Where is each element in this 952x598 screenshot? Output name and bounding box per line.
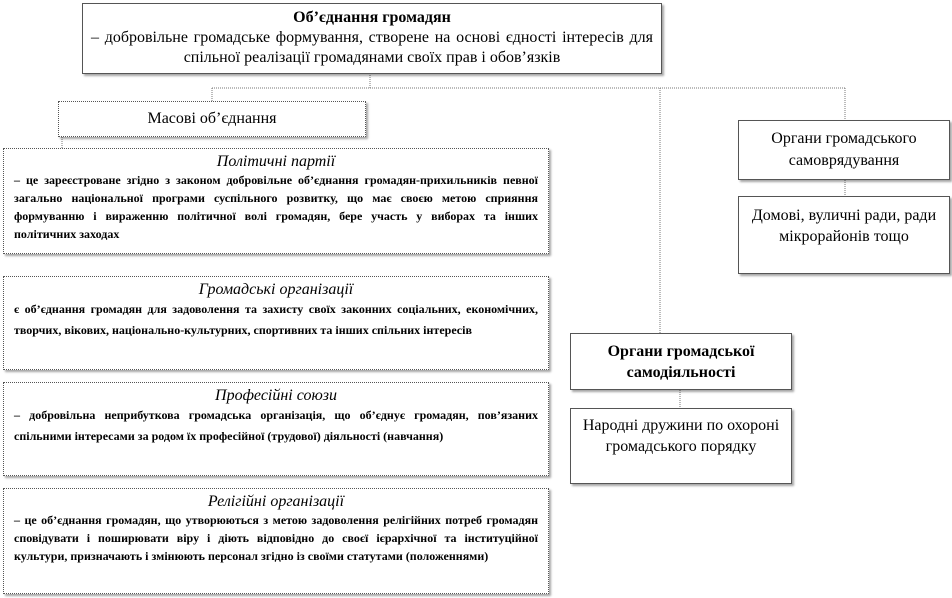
mass-item-heading: Політичні партії: [216, 153, 336, 170]
selfgov-title: Органи громадського самоврядування: [771, 130, 917, 169]
mass-item-trade-unions: [3, 382, 549, 476]
mass-item-political-parties: [3, 148, 549, 254]
root-definition: – добровільне громадське формування, створене на основі єдності інтересів для спільної реалізації громадянами своїх прав і обов’язків: [91, 29, 653, 66]
amateur-child: Народні дружини по охороні громадського порядку: [582, 417, 780, 455]
mass-item-heading: Релігійні організації: [207, 493, 345, 510]
selfgov-box: [738, 120, 950, 180]
mass-item-text: – це зареєстроване згідно з законом добровільне об’єднання громадян-прихильників певної загально національної програми суспільного розвитку, що має своєю метою сприяння формуванню і вираженню політичної волі громадян, бере участь у виборах та інших політичних заходах: [14, 173, 538, 241]
selfgov-child: Домові, вуличні ради, ради мікрорайонів тощо: [751, 207, 937, 245]
mass-item-heading: Професійні союзи: [215, 387, 337, 404]
root-box: [82, 3, 662, 74]
mass-box: [58, 101, 366, 137]
mass-item-public-organizations: [3, 276, 549, 370]
mass-title: Масові об’єднання: [147, 110, 277, 127]
amateur-title: Органи громадської самодіяльності: [607, 343, 755, 381]
amateur-child-box: [570, 408, 792, 484]
mass-item-text: є об’єднання громадян для задоволення та захисту своїх законних соціальних, економічних, творчих, вікових, національно-культурних, спортивних та інших спільних інтересів: [14, 302, 538, 337]
mass-item-religious-organizations: [3, 488, 549, 594]
root-title: Об’єднання громадян: [293, 9, 451, 26]
mass-item-text: – це об’єднання громадян, що утворюються з метою задоволення релігійних потреб громадян сповідувати і поширювати віру і діють відповідно до своєї ієрархічної та інституційної культури, призначають і змінюють персонал згідно із своїми статутами (положеннями): [14, 513, 538, 563]
selfgov-child-box: [738, 196, 950, 274]
mass-item-heading: Громадські організації: [198, 281, 354, 298]
mass-item-text: – добровільна неприбуткова громадська організація, що об’єднує громадян, пов’язаних спільними інтересами за родом їх професійної (трудової) діяльності (навчання): [14, 408, 538, 443]
amateur-box: [570, 333, 792, 390]
